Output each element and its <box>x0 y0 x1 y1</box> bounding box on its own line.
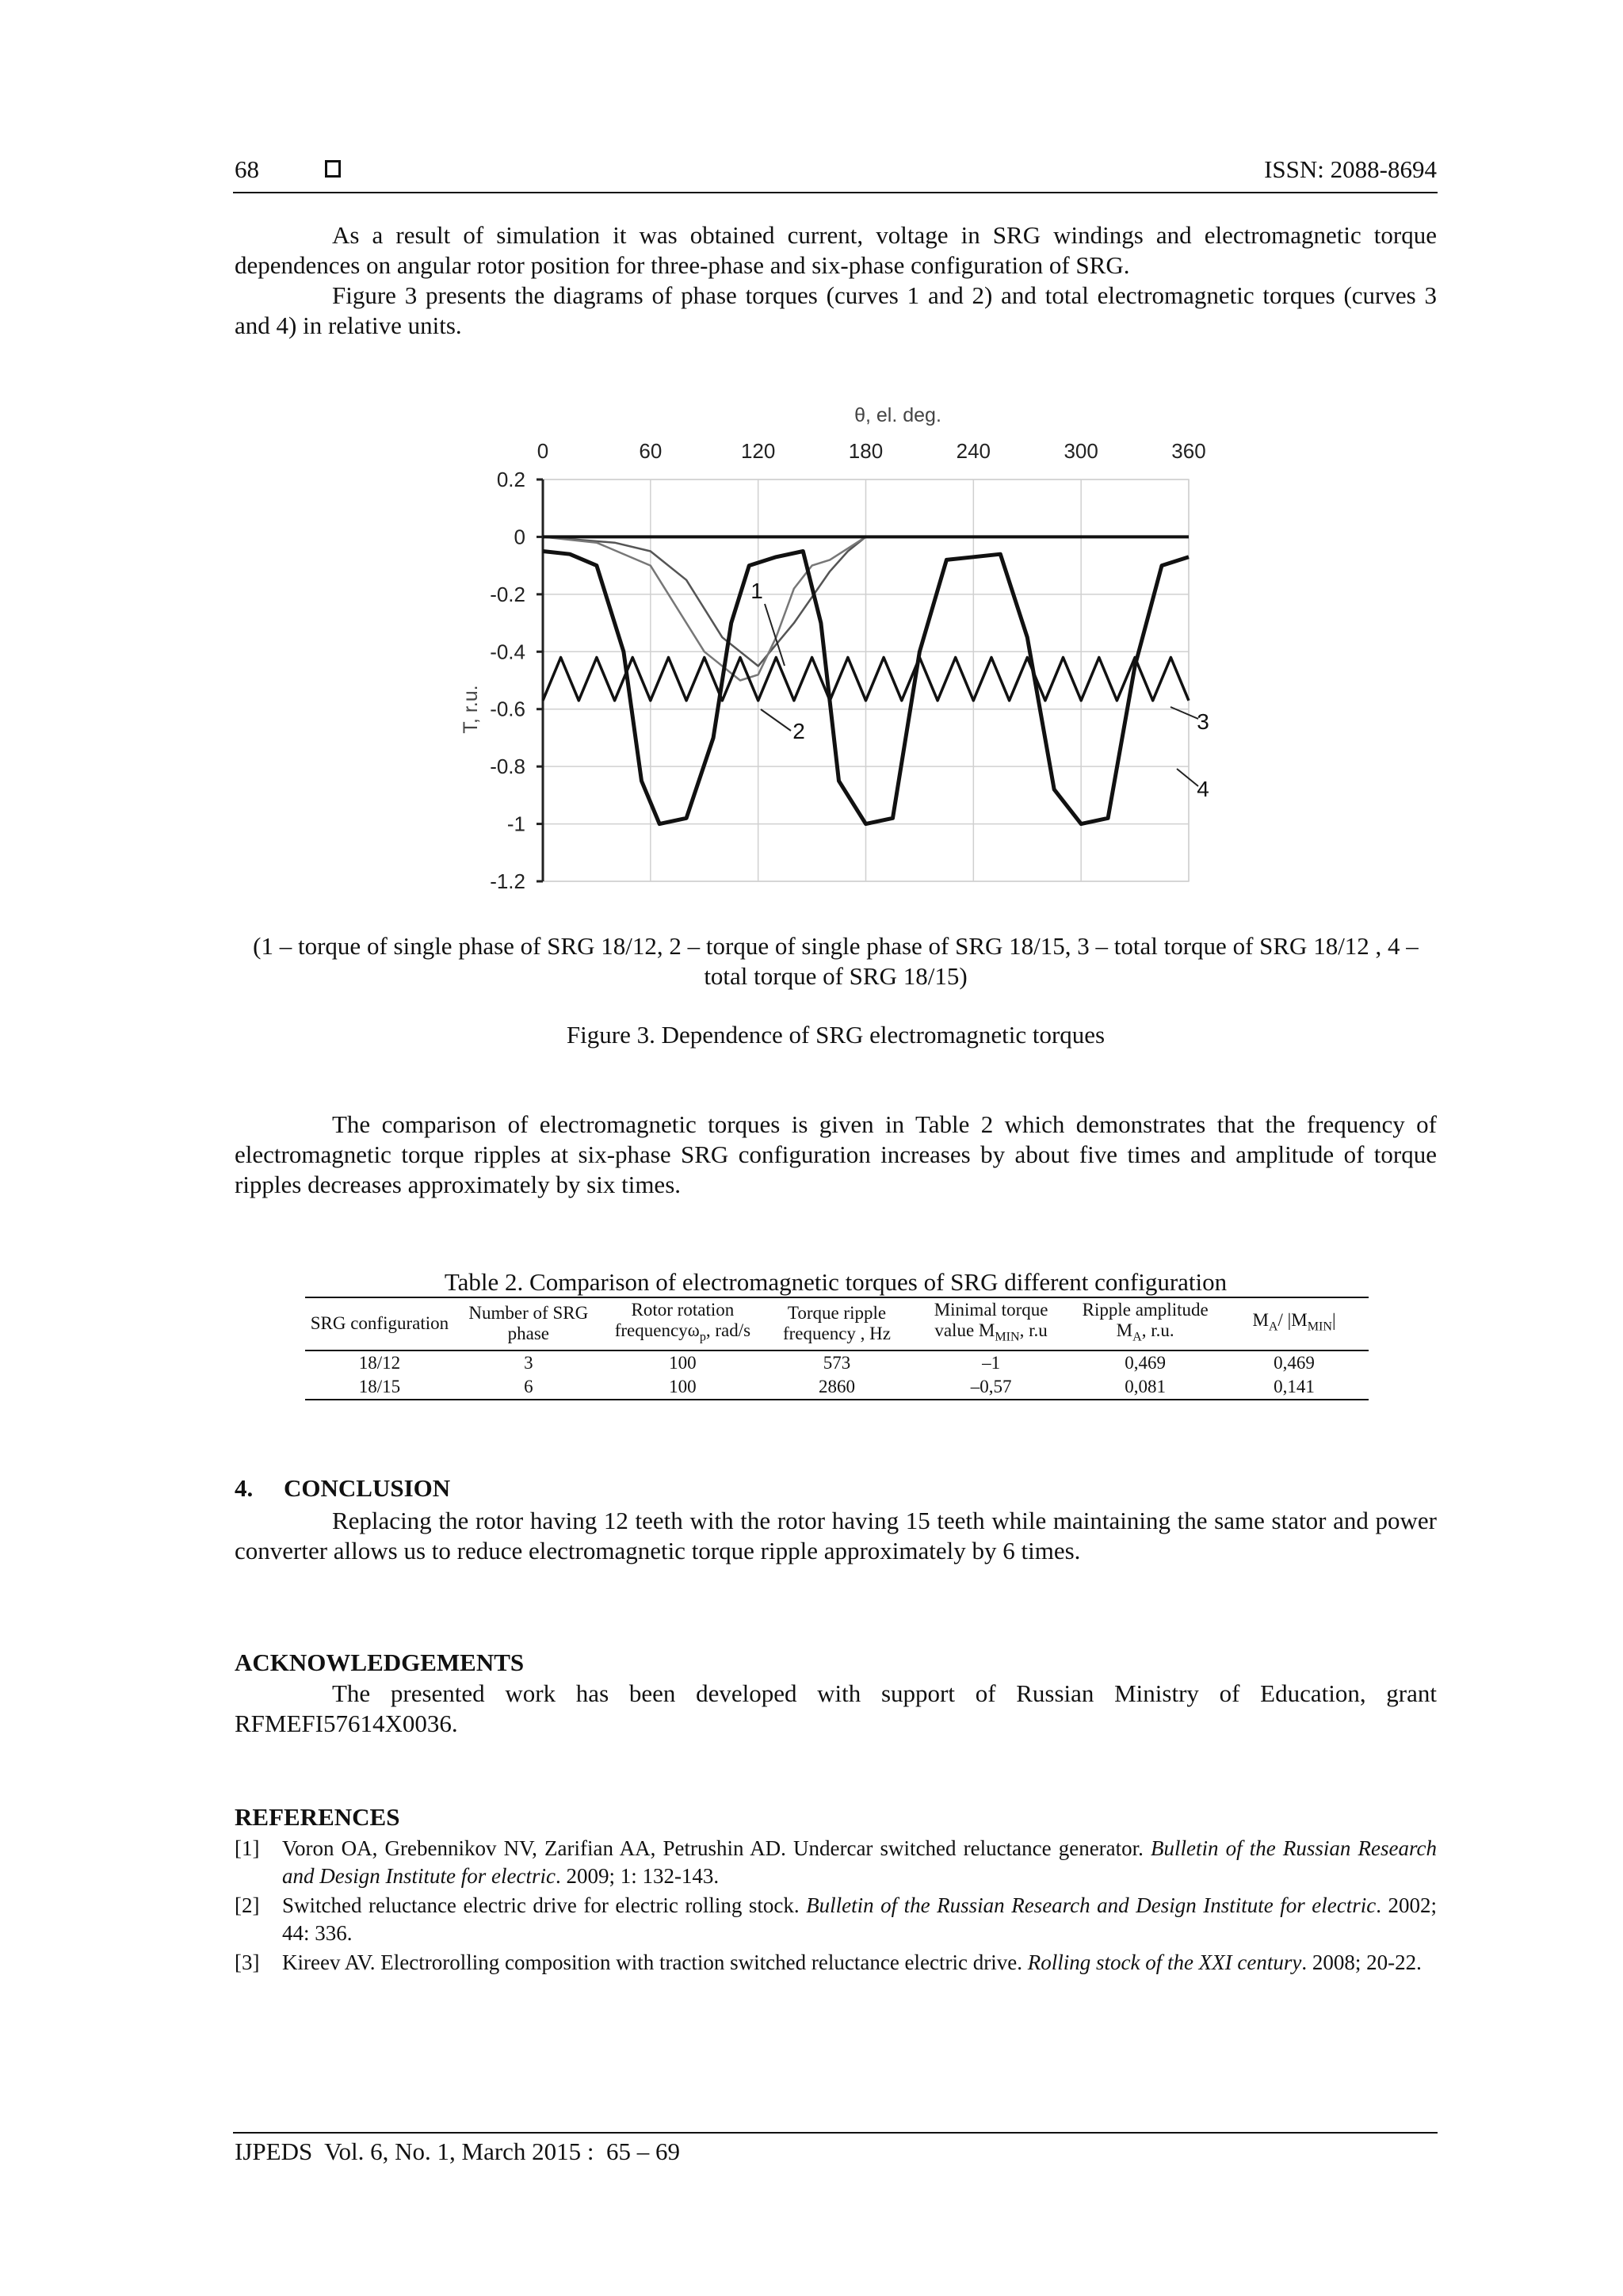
x-tick-label: 360 <box>1171 439 1206 463</box>
conclusion-text: Replacing the rotor having 12 teeth with the rotor having 15 teeth while maintaining the same stator and power converter allows us to reduce electromagnetic torque ripple approximately by 6 times. <box>235 1507 1437 1564</box>
page-number: 68 <box>235 155 259 183</box>
annotation-label: 1 <box>750 579 763 603</box>
col-minimal-torque: Minimal torque value $M_{MIN}$, r.u <box>934 1300 1048 1344</box>
table-cell: –0,57 <box>970 1376 1012 1396</box>
table-cell: 0,469 <box>1125 1352 1167 1373</box>
table-row <box>305 1350 1369 1375</box>
y-tick-label: 0.2 <box>496 468 525 491</box>
references-heading: REFERENCES <box>235 1803 400 1831</box>
figure-legend-caption: (1 – torque of single phase of SRG 18/12, 2 – torque of single phase of SRG 18/15, 3 – total torque of SRG 18/12 , 4 – total torque of SRG 18/15) <box>253 932 1419 990</box>
table-cell: 0,141 <box>1274 1376 1315 1396</box>
x-axis-label: θ, el. deg. <box>854 404 941 426</box>
y-tick-label: -0.6 <box>490 697 525 721</box>
col-number-of-phases: Number of SRG phase <box>468 1303 589 1344</box>
chart-ticks <box>490 439 1206 893</box>
chart-axes <box>537 479 543 881</box>
header-rule <box>233 192 1438 193</box>
square-bullet-icon <box>325 160 341 178</box>
torque-chart <box>444 396 1236 904</box>
issn: ISSN: 2088-8694 <box>1264 155 1437 183</box>
x-tick-label: 300 <box>1064 439 1098 463</box>
annotation-label: 3 <box>1197 709 1209 734</box>
y-axis-label: T, r.u. <box>460 685 482 734</box>
table-2 <box>305 1297 1369 1400</box>
table-row <box>305 1375 1369 1400</box>
annotation-leader <box>1177 769 1198 786</box>
table-title: Table 2. Comparison of electromagnetic torques of SRG different configuration <box>444 1268 1228 1296</box>
table-cell: 100 <box>669 1352 697 1373</box>
y-tick-label: -0.8 <box>490 755 525 779</box>
table-cell: 6 <box>524 1376 533 1396</box>
table-header-row <box>305 1297 1369 1350</box>
x-tick-label: 0 <box>537 439 549 463</box>
table-cell: 2860 <box>818 1376 855 1396</box>
reference-item: [1] Voron OA, Grebennikov NV, Zarifian AA, Petrushin AD. Undercar switched reluctance generator. Bulletin of the Russian Research and Design Institute for electric. 2009; 1: 132-143. <box>235 1836 1438 1888</box>
x-tick-label: 120 <box>740 439 776 463</box>
annotation-label: 4 <box>1197 777 1209 801</box>
conclusion-heading: 4. CONCLUSION <box>235 1474 451 1502</box>
paragraph-comparison: The comparison of electromagnetic torques is given in Table 2 which demonstrates that the frequency of electromagnetic torque ripples at six-phase SRG configuration increases by about five times and amplitude of torque ripples decreases approximately by six times. <box>235 1110 1437 1198</box>
table-cell: 0,469 <box>1274 1352 1315 1373</box>
table-cell: 100 <box>669 1376 697 1396</box>
footer-rule <box>233 2132 1438 2134</box>
x-tick-label: 180 <box>848 439 884 463</box>
y-tick-label: 0 <box>514 525 525 549</box>
paragraph-figure-intro: Figure 3 presents the diagrams of phase torques (curves 1 and 2) and total electromagnetic torques (curves 3 and 4) in relative units. <box>235 281 1437 339</box>
annotation-label: 2 <box>792 719 805 743</box>
x-tick-label: 60 <box>639 439 663 463</box>
y-tick-label: -0.2 <box>490 582 525 606</box>
col-srg-configuration: SRG configuration <box>310 1313 449 1334</box>
y-tick-label: -0.4 <box>490 640 525 664</box>
table-cell: 3 <box>524 1352 533 1373</box>
reference-item: [2] Switched reluctance electric drive for electric rolling stock. Bulletin of the Russian Research and Design Institute for electric. 2002; 44: 336. <box>235 1893 1437 1945</box>
table-cell: –1 <box>982 1352 1001 1373</box>
reference-item: [3] Kireev AV. Electrorolling composition with traction switched reluctance electric drive. Rolling stock of the XXI century. 2008; 20-22. <box>235 1950 1422 1974</box>
col-ripple-amplitude: Ripple amplitude $M_A$, r.u. <box>1082 1300 1209 1344</box>
y-tick-label: -1 <box>506 812 525 836</box>
table-cell: 0,081 <box>1125 1376 1167 1396</box>
acknowledgements-text: The presented work has been developed with support of Russian Ministry of Education, grant RFMEFI57614X0036. <box>235 1679 1437 1737</box>
annotation-leader <box>761 709 791 731</box>
table-cell: 18/12 <box>358 1352 401 1373</box>
table-cell: 573 <box>823 1352 851 1373</box>
col-rotor-frequency: Rotor rotation frequencyω$_p$, rad/s <box>614 1300 751 1344</box>
x-tick-label: 240 <box>956 439 991 463</box>
acknowledgements-heading: ACKNOWLEDGEMENTS <box>235 1648 525 1676</box>
y-tick-label: -1.2 <box>490 869 525 893</box>
journal-footer: IJPEDS Vol. 6, No. 1, March 2015 : 65 – 69 <box>235 2137 681 2165</box>
table-cell: 18/15 <box>358 1376 401 1396</box>
col-ripple-frequency: Torque ripple frequency , Hz <box>782 1303 891 1344</box>
figure-caption: Figure 3. Dependence of SRG electromagnetic torques <box>566 1021 1106 1049</box>
col-ratio: $M_A/$ $|M_{MIN}|$ <box>1252 1310 1336 1334</box>
paragraph-simulation: As a result of simulation it was obtained current, voltage in SRG windings and electromagnetic torque dependences on angular rotor position for three-phase and six-phase configuration of SRG. <box>235 221 1437 279</box>
